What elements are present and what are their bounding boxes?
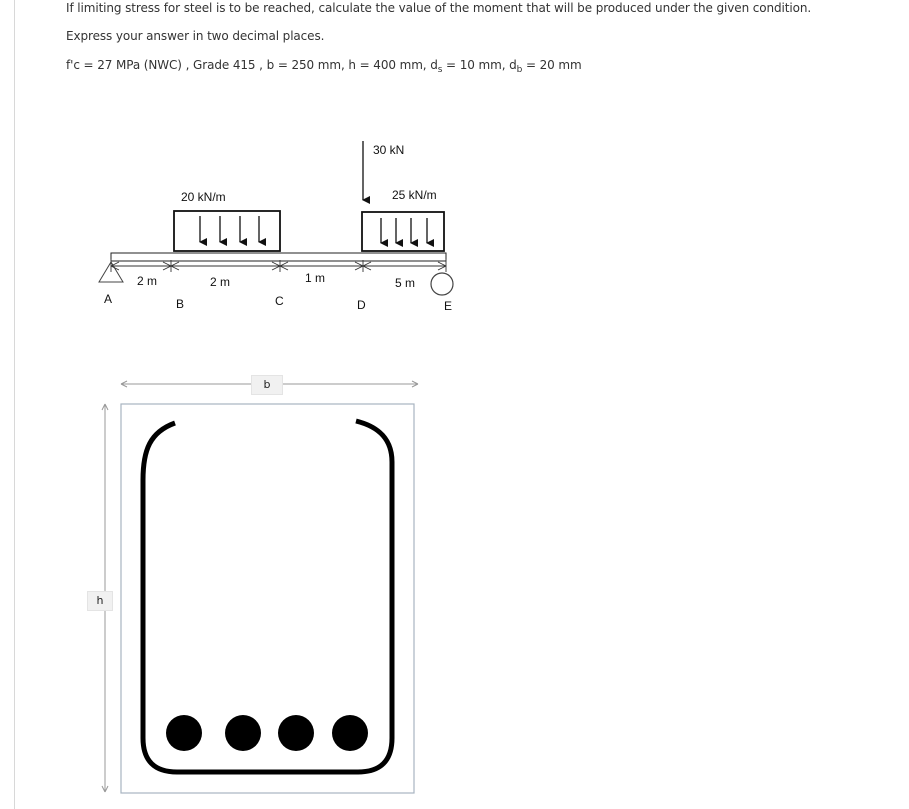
ds-subscript: s xyxy=(437,65,443,75)
roller-support-icon xyxy=(431,273,453,295)
given-fc: f'c = 27 MPa (NWC) , Grade 415 , b = 250 mm, h = 400 mm, d xyxy=(66,58,438,72)
point-label-e: E xyxy=(444,299,453,313)
rebar-3 xyxy=(278,715,314,751)
beam-body xyxy=(111,253,446,261)
height-label: h xyxy=(87,591,113,611)
question-text: If limiting stress for steel is to be reached, calculate the value of the moment that will be produced under the given condition. xyxy=(66,1,812,15)
point-label-a: A xyxy=(104,292,113,306)
db-subscript: b xyxy=(516,65,523,75)
rebar-2 xyxy=(225,715,261,751)
rebar-1 xyxy=(166,715,202,751)
udl-left-box xyxy=(174,211,280,251)
point-load-label: 30 kN xyxy=(373,143,405,157)
point-label-d: D xyxy=(357,298,366,312)
rebar-4 xyxy=(332,715,368,751)
span-label-ab: 2 m xyxy=(137,274,158,288)
instruction-text: Express your answer in two decimal places. xyxy=(66,29,325,43)
section-outline xyxy=(121,404,414,793)
span-label-bc: 2 m xyxy=(210,275,231,289)
point-label-c: C xyxy=(275,294,284,308)
udl-right-box xyxy=(362,212,444,251)
udl-right-label: 25 kN/m xyxy=(392,188,437,202)
given-db: = 20 mm xyxy=(522,58,582,72)
point-label-b: B xyxy=(176,297,185,311)
span-label-cd: 1 m xyxy=(305,271,326,285)
udl-left-label: 20 kN/m xyxy=(181,190,226,204)
span-label-de: 5 m xyxy=(395,276,416,290)
width-label: b xyxy=(251,375,283,395)
given-ds: = 10 mm, d xyxy=(442,58,517,72)
